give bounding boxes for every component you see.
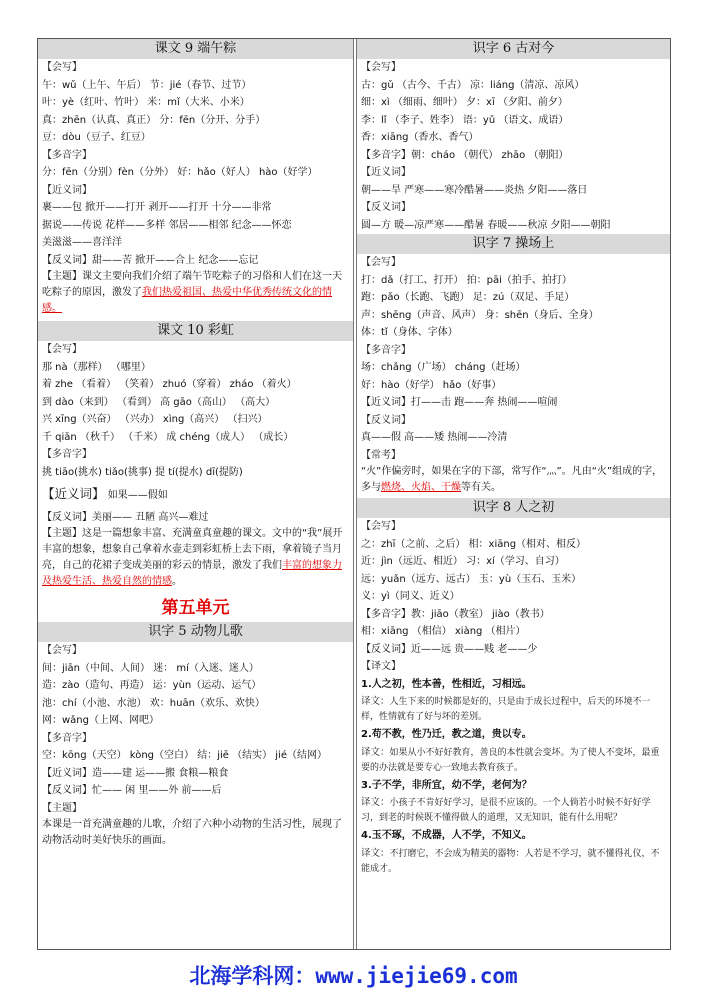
translation-label: 译文： (361, 746, 390, 758)
section-exam-note: 【常考】 (361, 449, 401, 461)
translation-4 (357, 845, 670, 878)
text-line: 午：wǔ（上午、午后） 节：jié（春节、过节） (42, 79, 252, 91)
antonym-line: 【反义词】近——远 贵——贱 老——少 (361, 643, 538, 655)
text-line: 义：yì（同义、近义） (361, 591, 460, 602)
text-line: 远：yuǎn（远方、远古） 玉：yù（玉石、玉米） (361, 573, 582, 585)
literacy-5-title: 识字 5 动物儿歌 (38, 622, 353, 642)
unit-5-heading: 第五单元 (161, 598, 230, 618)
footer-site-name: 北海学科网： (189, 964, 316, 988)
synonym-words: 如果——假如 (107, 490, 168, 501)
text-line: 之：zhī（之前、之后） 相：xiāng（相对、相反） (361, 538, 587, 550)
lesson-9-title: 课文 9 端午粽 (38, 39, 353, 59)
section-polyphone: 【多音字】 (42, 149, 92, 161)
text-line: 真：zhēn（认真、真正） 分：fēn（分开、分手） (42, 114, 266, 126)
text-line: 叶：yè（红叶、竹叶） 米：mǐ（大米、小米） (42, 97, 250, 108)
literacy-7-title: 识字 7 操场上 (357, 234, 670, 254)
translation-label: 译文： (361, 847, 390, 859)
section-write: 【会写】 (361, 521, 401, 532)
footer-url[interactable]: www.jiejie69.com (315, 964, 518, 988)
text-line: 跑：pǎo（长跑、飞跑） 足：zú（双足、手足） (361, 292, 575, 303)
section-polyphone: 【多音字】 (361, 344, 411, 356)
section-antonym: 【反义词】 (361, 202, 411, 213)
document-sheet (37, 38, 671, 950)
section-theme: 【主题】 (42, 802, 82, 814)
verse-3: 3.子不学，非所宜，幼不学，老何为？ (361, 779, 532, 791)
literacy-8-title: 识字 8 人之初 (357, 498, 670, 518)
section-translation: 【译文】 (361, 661, 401, 672)
text-line: 打：dǎ（打工、打开） 拍：pāi（拍手、拍打） (361, 274, 572, 286)
text-line: 体：tǐ（身体、字体） (361, 327, 458, 338)
theme-paragraph (38, 269, 353, 317)
right-column (356, 39, 670, 949)
text-line: 真——假 高——矮 热闹——冷清 (361, 432, 508, 443)
verse-1: 1.人之初，性本善，性相近，习相远。 (361, 678, 532, 690)
text-line: 李：lǐ （李子、姓李） 语：yǔ （语文、成语） (361, 114, 569, 126)
note-highlight: 燃烧、火焰、干燥 (381, 482, 461, 493)
text-line: 场：chǎng（广场） cháng（赶场） (361, 362, 526, 373)
synonym-line: 【近义词】打——击 跑——奔 热闹——喧闹 (361, 397, 558, 408)
translation-label: 译文： (361, 696, 390, 707)
text-line: 细：xì （细雨、细叶） 夕：xī （夕阳、前夕） (361, 97, 568, 108)
text-line: 那 nà（那样） （哪里） (42, 361, 151, 373)
text-line: 圆—方 暖—凉严寒——酷暑 春暖——秋凉 夕阳——朝阳 (361, 219, 611, 231)
section-antonym: 【反义词】 (361, 414, 411, 426)
translation-3 (357, 794, 670, 827)
theme-text: 【主题】课文主要向我们介绍了端午节吃粽子的习俗和人们在这一天吃粽子的原因，激发了 (42, 271, 342, 298)
text-line: 裹——包 掀开——打开 剥开——打开 十分——非常 (42, 202, 272, 213)
text-line: 着 zhe （看着） （笑着） zhuó（穿着） zháo （着火） (42, 379, 297, 390)
synonym-line (38, 485, 353, 505)
section-write: 【会写】 (42, 62, 82, 73)
translation-text: 人生下来的时候都是好的，只是由于成长过程中，后天的环境不一样，性情就有了好与坏的差别。 (361, 697, 651, 722)
section-polyphone: 【多音字】 (42, 732, 92, 744)
theme-text: 【主题】这是一篇想象丰富、充满童真童趣的课文。文中的“我”展开丰富的想象，想象自己拿着水壶走到彩虹桥上去下雨，拿着镜子当月亮，自己的花裙子变成美丽的彩云的情景，激发了我们 (42, 528, 343, 571)
polyphone-line: 【多音字】教：jiāo（教室） jiào（教书） (361, 608, 550, 620)
text-line: 间：jiān（中间、人间） 迷： mí（入迷、迷人） (42, 662, 259, 674)
translation-text: 不打磨它，不会成为精美的器物：人若是不学习，就不懂得礼仪，不能成才。 (361, 848, 660, 874)
text-line: 到 dào（来到） （看到） 高 gāo（高山） （高大） (42, 396, 276, 408)
text-line: 据说——传说 花样——多样 邻居——相邻 纪念——怀恋 (42, 219, 292, 231)
synonym-line: 【近义词】造——建 运——搬 食粮—粮食 (42, 767, 229, 779)
translation-text: 小孩子不肯好好学习，是很不应该的。一个人倘若小时候不好好学习，到老的时候既不懂得做人的道理，又无知识，能有什么用呢？ (361, 798, 651, 823)
verse-2: 2.苟不教，性乃迁，教之道，贵以专。 (361, 729, 532, 740)
polyphone-line: 相：xiāng （相信） xiàng （相片） (361, 626, 526, 637)
section-write: 【会写】 (361, 257, 401, 268)
note-end: 等有关。 (461, 482, 501, 493)
theme-end: 。 (172, 576, 182, 587)
theme-highlight: 我们热爱祖国、热爱中华优秀传统文化的情感。 (42, 287, 332, 314)
text-line: 网：wǎng（上网、网吧） (42, 715, 159, 726)
section-write: 【会写】 (42, 645, 82, 656)
text-line: 好：hào（好学） hǎo（好事） (361, 379, 502, 391)
text-line: 挑 tiāo(挑水) tiǎo(挑事) 提 tí(提水) dī(提防) (42, 466, 243, 478)
section-write: 【会写】 (361, 62, 401, 73)
antonym-line: 【反义词】忙—— 闲 里——外 前——后 (42, 785, 222, 796)
translation-text: 如果从小不好好教育，善良的本性就会变坏。为了使人不变坏，最重要的办法就是要专心一致地去教育孩子。 (361, 747, 660, 773)
text-line: 千 qiān （秋千） （千米） 成 chéng（成人） （成长） (42, 431, 294, 443)
verse-4: 4.玉不琢，不成器，人不学，不知义。 (361, 830, 532, 841)
section-write: 【会写】 (42, 344, 82, 355)
text-line: 豆：dòu（豆子、红豆） (42, 132, 151, 143)
antonym-line: 【反义词】美丽—— 丑陋 高兴—难过 (42, 511, 209, 523)
text-line: 近：jìn（远近、相近） 习：xí（学习、自习） (361, 556, 565, 567)
text-line: 分：fēn（分别）fèn（分外） 好：hǎo（好人） hào（好学） (42, 167, 318, 178)
text-line: 池：chí（小池、水池） 欢：huān（欢乐、欢快） (42, 697, 265, 709)
left-column (38, 39, 354, 949)
text-line: 造：zào（造句、再造） 运：yùn（运动、运气） (42, 680, 262, 691)
translation-2 (357, 744, 670, 777)
lesson-10-title: 课文 10 彩虹 (38, 321, 353, 341)
text-line: 美滋滋——喜洋洋 (42, 237, 122, 248)
text-line: 声：shēng（声音、风声） 身：shēn（身后、全身） (361, 309, 599, 321)
exam-note-paragraph (357, 464, 670, 496)
note-text: “火”作偏旁时，如果在字的下部，常写作“灬”。凡由“火”组成的字，多与 (361, 466, 663, 493)
translation-1 (357, 693, 670, 726)
text-line: 香：xiāng（香水、香气） (361, 132, 479, 143)
translation-label: 译文： (361, 797, 390, 808)
section-synonym: 【近义词】 (42, 184, 92, 196)
section-polyphone: 【多音字】 (42, 449, 92, 460)
antonym-line: 【反义词】甜——苦 掀开——合上 纪念——忘记 (42, 254, 259, 266)
text-line: 空：kōng（天空） kòng（空白） 结：jiē （结实） jié（结网） (42, 750, 327, 761)
literacy-6-title: 识字 6 古对今 (357, 39, 670, 59)
text-line: 古：gǔ （古今、千古） 凉：liáng（清凉、凉风） (361, 79, 585, 91)
section-synonym: 【近义词】 (361, 167, 411, 178)
polyphone-line: 【多音字】朝：cháo （朝代） zhāo （朝阳） (361, 149, 569, 161)
theme-highlight: 丰富的想象力及热爱生活、热爱自然的情感 (42, 560, 342, 587)
footer-watermark (0, 956, 707, 996)
text-line: 兴 xīng（兴奋） （兴办） xìng（高兴） （扫兴） (42, 414, 268, 425)
text-line: 朝——旱 严寒——寒冷酷暑——炎热 夕阳——落日 (361, 184, 588, 196)
theme-paragraph (38, 526, 353, 590)
theme-paragraph: 本课是一首充满童趣的儿歌，介绍了六种小动物的生活习性，展现了动物活动时美好快乐的画面。 (42, 819, 342, 846)
section-synonym: 【近义词】 (42, 486, 105, 501)
